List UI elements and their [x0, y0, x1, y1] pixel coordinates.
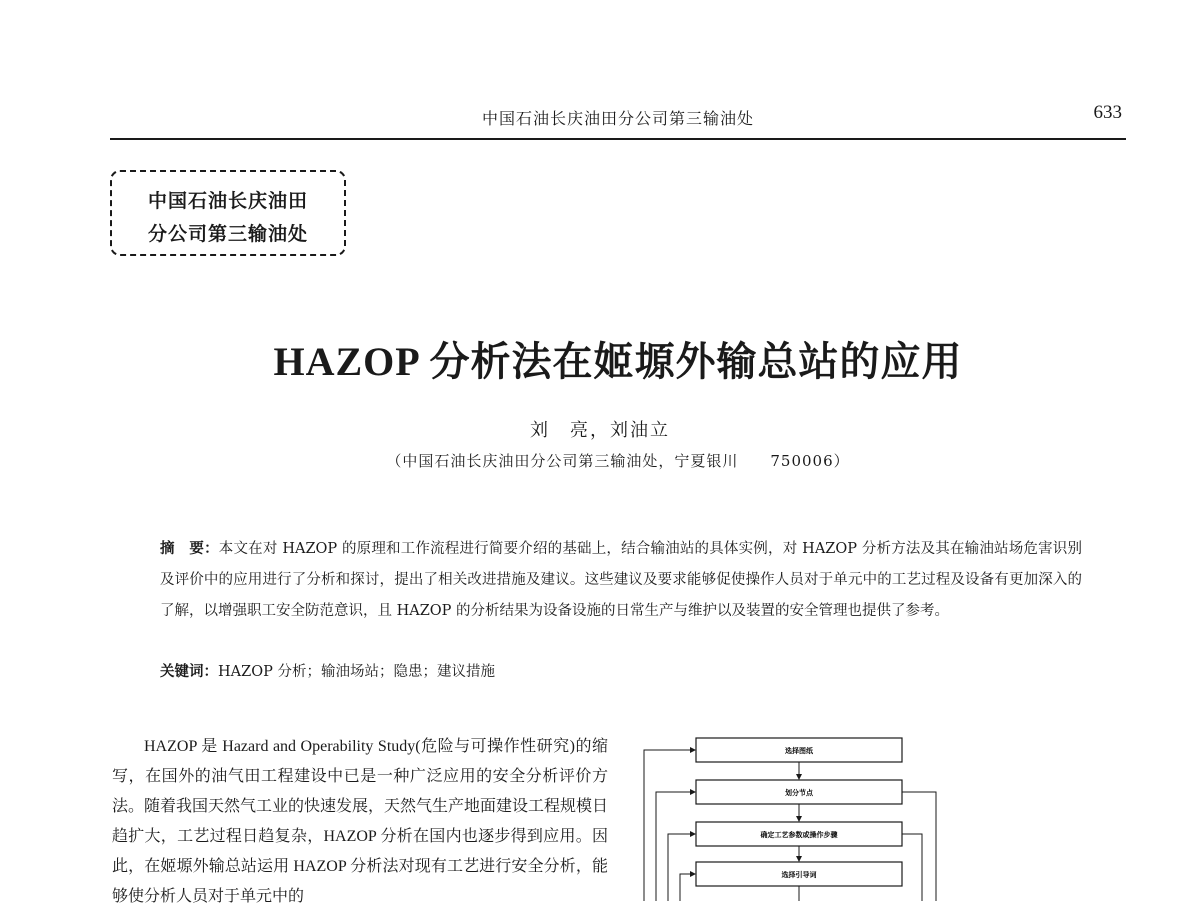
running-title: 中国石油长庆油田分公司第三输油处 — [481, 109, 754, 128]
flowchart-right-line-2 — [902, 834, 922, 901]
flowchart-loop-1 — [644, 750, 695, 901]
organization-line-2: 分公司第三输油处 — [147, 223, 308, 245]
keywords-label: 关键词： — [160, 664, 218, 680]
flowchart-loop-2 — [656, 792, 695, 901]
flowchart-step-2: 划分节点 — [785, 789, 813, 797]
abstract — [160, 534, 1082, 627]
organization-line-1: 中国石油长庆油田 — [147, 190, 308, 212]
authors: 刘 亮，刘油立 — [530, 420, 670, 441]
organization-box — [110, 170, 346, 256]
flowchart-step-4: 选择引导词 — [781, 871, 817, 879]
hazop-flowchart — [640, 728, 960, 901]
paper-title: HAZOP 分析法在姬塬外输总站的应用 — [273, 339, 963, 384]
abstract-text: 本文在对 HAZOP 的原理和工作流程进行简要介绍的基础上，结合输油站的具体实例，对 HAZOP 分析方法及其在输油站场危害识别及评价中的应用进行了分析和探讨，提出了相关改进措施及建议。这些建议及要求能够促使操作人员对于单元中的工艺过程及设备有更加深入的了解，以增强职工安全防范意识，且 HAZOP 的分析结果为设备设施的日常生产与维护以及装置的安全管理也提供了参考。 — [160, 541, 1082, 619]
page-number: 633 — [1093, 102, 1122, 123]
flowchart-step-1: 选择图纸 — [785, 747, 813, 755]
keywords — [160, 660, 1082, 681]
body-paragraph: HAZOP 是 Hazard and Operability Study(危险与可操作性研究)的缩写，在国外的油气田工程建设中已是一种广泛应用的安全分析评价方法。随着我国天然气工业的快速发展，天然气生产地面建设工程规模日趋扩大，工艺过程日趋复杂，HAZOP 分析在国内也逐步得到应用。因此，在姬塬外输总站运用 HAZOP 分析法对现有工艺进行安全分析，能够使分析人员对于单元中的 — [112, 738, 609, 905]
flowchart-step-3: 确定工艺参数或操作步骤 — [760, 831, 838, 839]
abstract-label: 摘 要： — [160, 541, 219, 557]
keywords-text: HAZOP 分析；输油场站；隐患；建议措施 — [218, 664, 495, 680]
flowchart-right-line-1 — [902, 792, 936, 901]
running-header — [110, 102, 1126, 140]
flowchart-loop-4 — [680, 874, 695, 901]
flowchart-loop-3 — [668, 834, 695, 901]
affiliation: （中国石油长庆油田分公司第三输油处，宁夏银川 750006） — [386, 452, 850, 470]
